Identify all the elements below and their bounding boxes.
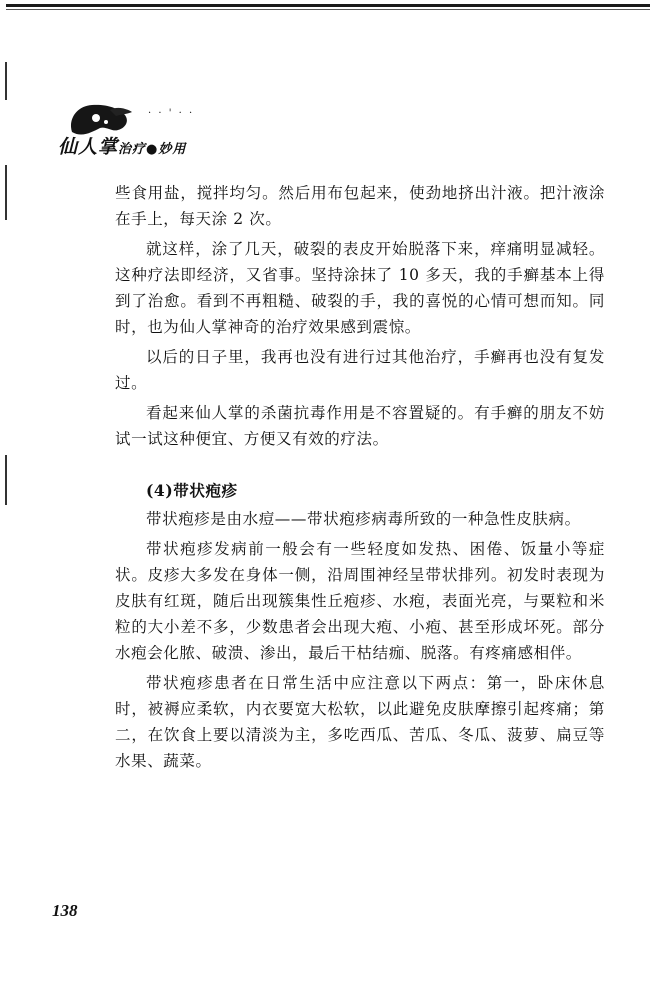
paragraph: 带状疱疹发病前一般会有一些轻度如发热、困倦、饭量小等症状。皮疹大多发在身体一侧，沿周围神经呈带状排列。初发时表现为皮肤有红斑，随后出现簇集性丘疱疹、水疱，表面光亮，与粟粒和米粒的大小差不多，少数患者会出现大疱、小疱、甚至形成坏死。部分水疱会化脓、破溃、渗出，最后干枯结痂、脱落。有疼痛感相伴。 (115, 540, 605, 662)
section-heading: (4)带状疱疹 (146, 481, 238, 500)
paragraph: 就这样，涂了几天，破裂的表皮开始脱落下来，痒痛明显减轻。这种疗法即经济，又省事。坚持涂抹了 10 多天，我的手癣基本上得到了治愈。看到不再粗糙、破裂的手，我的喜悦的心情可想而知。同时，也为仙人掌神奇的治疗效果感到震惊。 (115, 240, 605, 336)
page-body (115, 180, 605, 778)
margin-mark (5, 455, 7, 505)
top-rule (6, 4, 650, 7)
page-number: 138 (52, 901, 78, 920)
paragraph: 看起来仙人掌的杀菌抗毒作用是不容置疑的。有手癣的朋友不妨试一试这种便宜、方便又有效的疗法。 (115, 404, 605, 448)
book-logo (48, 100, 228, 160)
section-gap (115, 456, 605, 478)
paragraph: 带状疱疹是由水痘——带状疱疹病毒所致的一种急性皮肤病。 (146, 510, 581, 528)
paragraph: 以后的日子里，我再也没有进行过其他治疗，手癣再也没有复发过。 (115, 348, 605, 392)
top-rule-thin (6, 9, 650, 10)
logo-subtitle-2: 妙用 (158, 142, 187, 157)
margin-mark (5, 62, 7, 100)
logo-text (58, 132, 186, 159)
margin-mark (5, 165, 7, 220)
logo-subtitle: 治疗 (118, 142, 147, 157)
logo-dots: · · ' · · (148, 108, 195, 119)
logo-subtitle-dot: ● (146, 142, 159, 157)
paragraph: 带状疱疹患者在日常生活中应注意以下两点：第一，卧床休息时，被褥应柔软，内衣要宽大松软，以此避免皮肤摩擦引起疼痛；第二，在饮食上要以清淡为主，多吃西瓜、苦瓜、冬瓜、菠萝、扁豆等水果、蔬菜。 (115, 674, 605, 770)
logo-title: 仙人掌 (58, 136, 119, 158)
paragraph: 些食用盐，搅拌均匀。然后用布包起来，使劲地挤出汁液。把汁液涂在手上，每天涂 2 次。 (115, 184, 605, 228)
